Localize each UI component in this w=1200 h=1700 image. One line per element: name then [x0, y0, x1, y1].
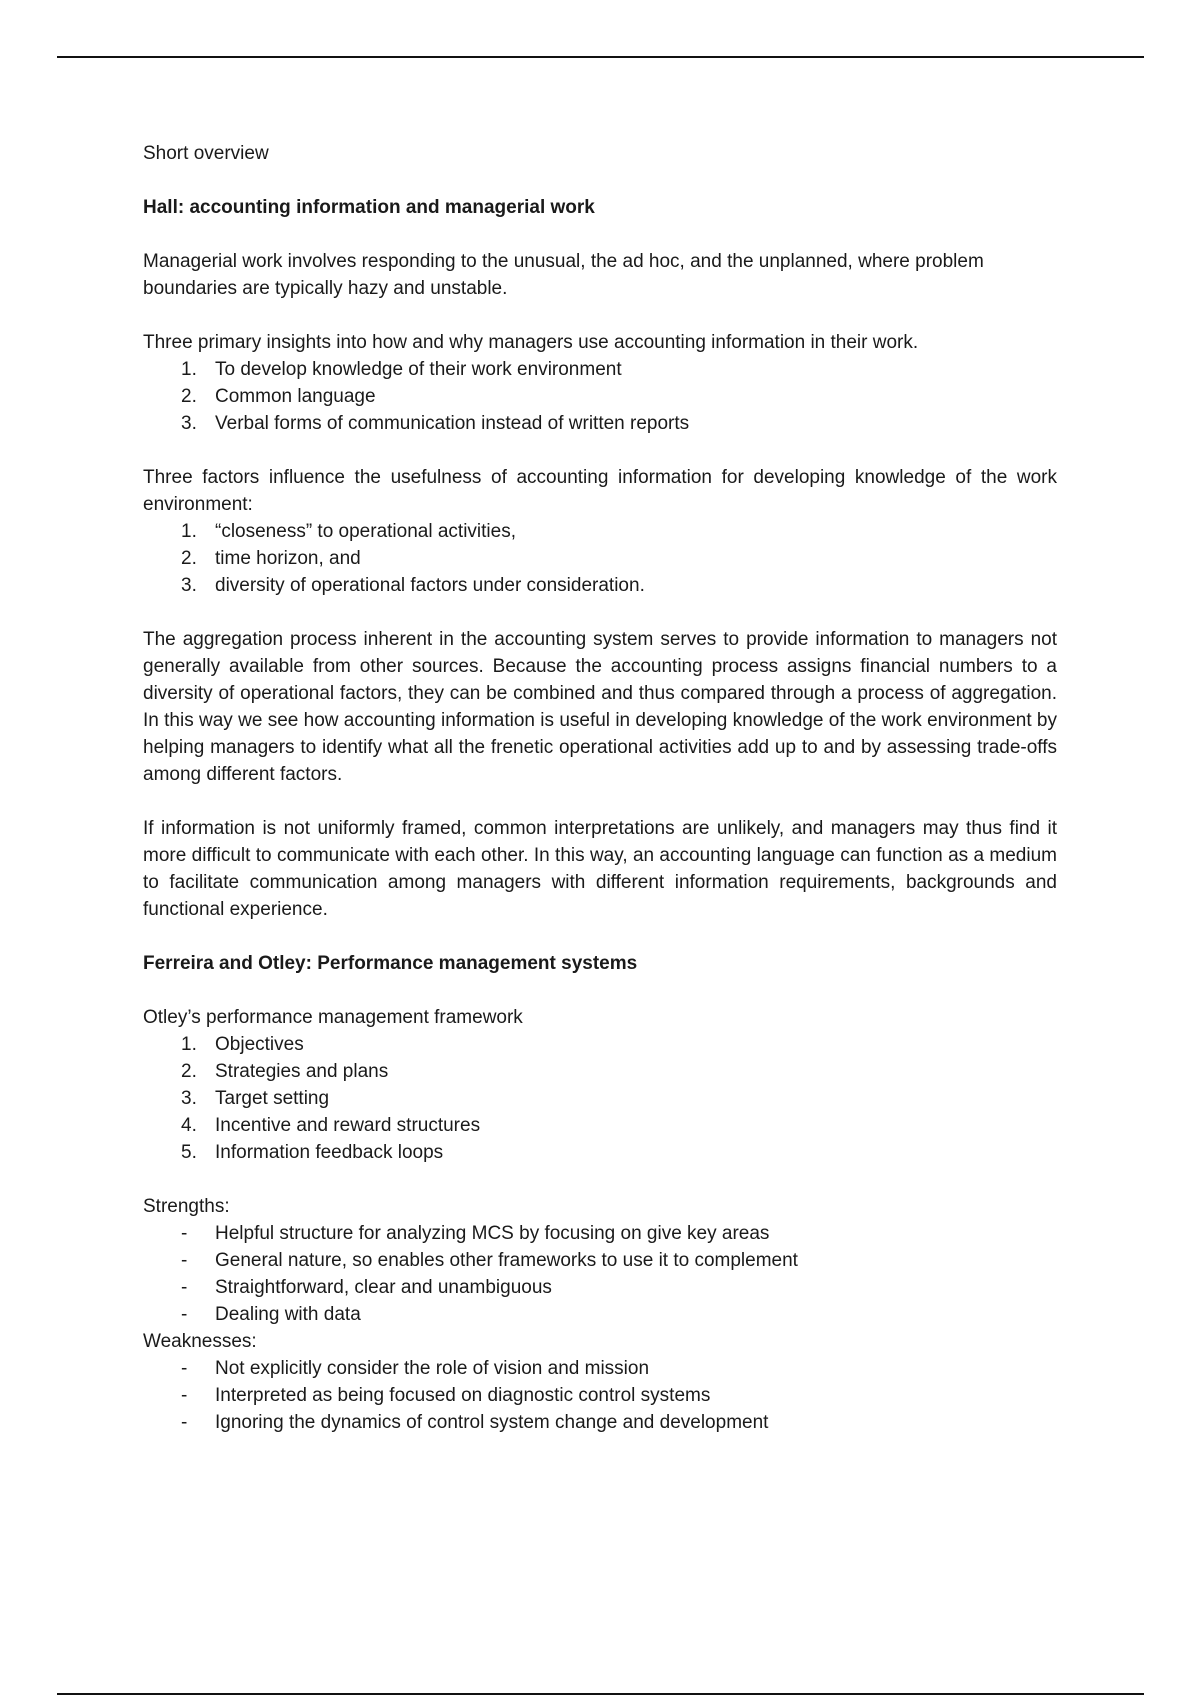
list-item: 2. time horizon, and — [181, 548, 361, 569]
list-item: 4. Incentive and reward structures — [181, 1115, 481, 1136]
header-rule — [57, 56, 1144, 58]
weaknesses-label: Weaknesses: — [143, 1331, 257, 1352]
factors-intro: Three factors influence the usefulness of accounting information for developing knowledge of the work environment: — [143, 467, 1057, 515]
list-item: - Straightforward, clear and unambiguous — [181, 1277, 552, 1298]
list-item: - Interpreted as being focused on diagnostic control systems — [181, 1385, 711, 1406]
list-item: - Ignoring the dynamics of control system change and development — [181, 1412, 769, 1433]
list-item: - General nature, so enables other frameworks to use it to complement — [181, 1250, 798, 1271]
hall-heading: Hall: accounting information and managerial work — [143, 197, 595, 218]
framework-intro: Otley’s performance management framework — [143, 1007, 523, 1028]
footer-rule — [57, 1693, 1144, 1695]
list-item: 5. Information feedback loops — [181, 1142, 444, 1163]
framing-paragraph: If information is not uniformly framed, common interpretations are unlikely, and managers may thus find it more difficult to communicate with each other. In this way, an accounting language can function as a medium to facilitate communication among managers with different information requirements, backgrounds and functional experience. — [143, 818, 1057, 920]
list-item: - Not explicitly consider the role of vision and mission — [181, 1358, 650, 1379]
list-item: 3. Target setting — [181, 1088, 330, 1109]
short-overview-title: Short overview — [143, 143, 269, 164]
list-item: 3. Verbal forms of communication instead of written reports — [181, 413, 690, 434]
insights-list — [143, 356, 1057, 437]
strengths-list — [143, 1220, 1057, 1328]
ferreira-heading: Ferreira and Otley: Performance management systems — [143, 953, 638, 974]
list-item: 3. diversity of operational factors under consideration. — [181, 575, 645, 596]
list-item: 1. “closeness” to operational activities, — [181, 521, 516, 542]
factors-list — [143, 518, 1057, 599]
list-item: 2. Common language — [181, 386, 376, 407]
framework-list — [143, 1031, 1057, 1166]
insights-intro: Three primary insights into how and why managers use accounting information in their work. — [143, 332, 919, 353]
list-item: 2. Strategies and plans — [181, 1061, 389, 1082]
list-item: - Helpful structure for analyzing MCS by focusing on give key areas — [181, 1223, 770, 1244]
strengths-label: Strengths: — [143, 1196, 230, 1217]
list-item: 1. Objectives — [181, 1034, 304, 1055]
aggregation-paragraph: The aggregation process inherent in the accounting system serves to provide information to managers not generally available from other sources. Because the accounting process assigns financial numbers to a diversity of operational factors, they can be combined and thus compared through a process of aggregation. In this way we see how accounting information is useful in developing knowledge of the work environment by helping managers to identify what all the frenetic operational activities add up to and by assessing trade-offs among different factors. — [143, 629, 1057, 785]
weaknesses-list — [143, 1355, 1057, 1436]
list-item: 1. To develop knowledge of their work environment — [181, 359, 622, 380]
list-item: - Dealing with data — [181, 1304, 361, 1325]
hall-paragraph-1: Managerial work involves responding to the unusual, the ad hoc, and the unplanned, where problem boundaries are typically hazy and unstable. — [143, 251, 984, 299]
document-body — [143, 140, 1057, 1436]
